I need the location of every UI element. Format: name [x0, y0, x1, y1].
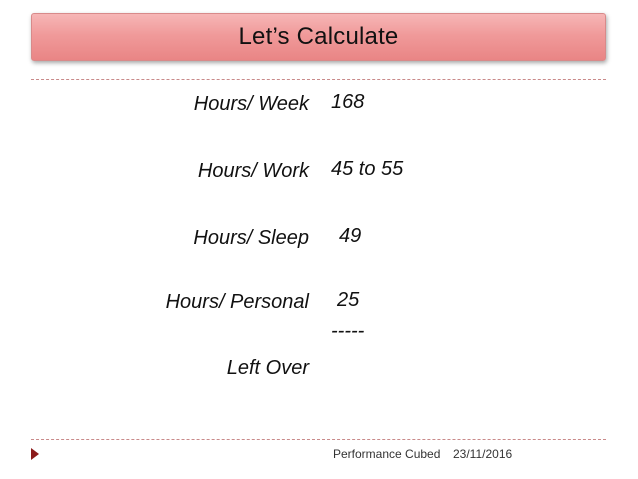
footer-company: Performance Cubed [333, 447, 441, 461]
value-hours-week: 168 [331, 91, 365, 113]
sum-divider-dashes: ----- [331, 320, 365, 342]
value-hours-work: 45 to 55 [331, 158, 404, 180]
label-left-over: Left Over [226, 357, 309, 379]
slide-title: Let’s Calculate [238, 23, 399, 50]
bottom-divider [31, 439, 606, 440]
footer-date: 23/11/2016 [453, 447, 513, 461]
label-hours-personal: Hours/ Personal [165, 291, 309, 313]
value-hours-personal: 25 [337, 289, 360, 311]
triangle-bullet-icon [31, 448, 39, 460]
label-hours-work: Hours/ Work [197, 160, 309, 182]
label-hours-sleep: Hours/ Sleep [193, 227, 309, 249]
label-hours-week: Hours/ Week [193, 93, 309, 115]
title-banner [31, 13, 606, 61]
top-divider [31, 79, 606, 80]
value-hours-sleep: 49 [339, 225, 362, 247]
